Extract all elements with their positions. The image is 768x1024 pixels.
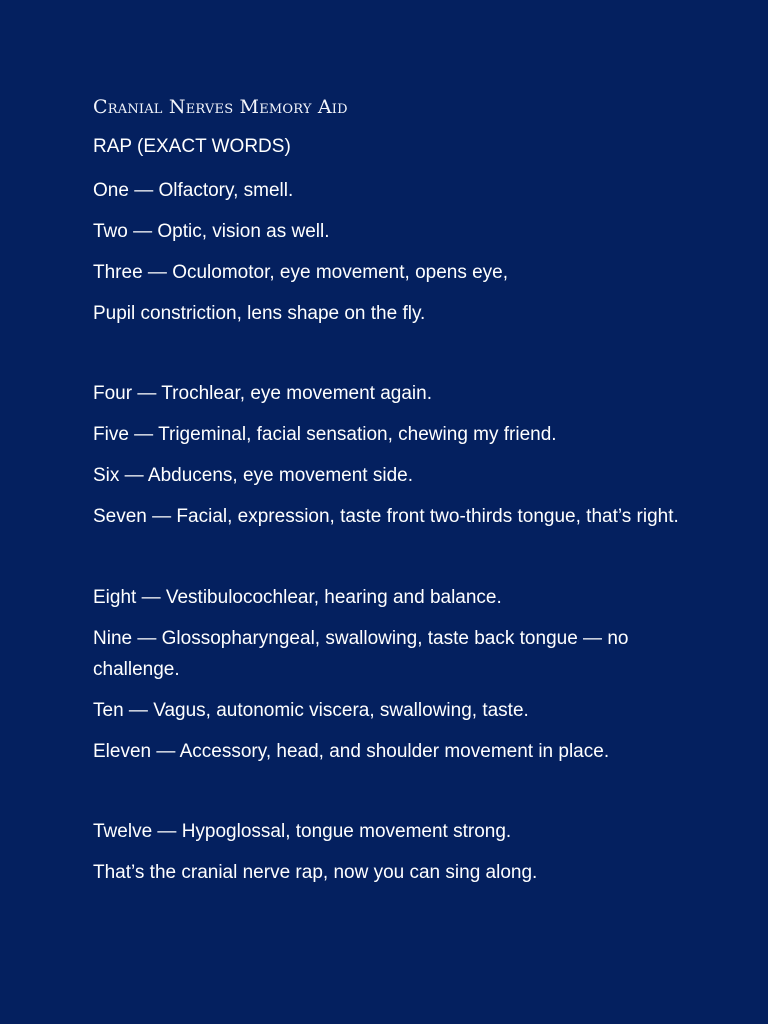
lyric-line-4: Pupil constriction, lens shape on the fly. — [93, 303, 426, 324]
stanza-4 — [93, 816, 683, 888]
lyric-line-9: Eight — Vestibulocochlear, hearing and balance. — [93, 587, 502, 608]
lyric-line-11: Ten — Vagus, autonomic viscera, swallowing, taste. — [93, 700, 529, 721]
lyric-line-3: Three — Oculomotor, eye movement, opens eye, — [93, 262, 509, 283]
lyric-line-13: Twelve — Hypoglossal, tongue movement strong. — [93, 821, 512, 842]
document-content — [93, 94, 683, 888]
lyric-line-6: Five — Trigeminal, facial sensation, chewing my friend. — [93, 424, 557, 445]
stanza-1 — [93, 175, 683, 329]
stanza-2 — [93, 378, 683, 532]
lyric-line-8: Seven — Facial, expression, taste front two-thirds tongue, that’s right. — [93, 506, 679, 527]
lyric-line-1: One — Olfactory, smell. — [93, 180, 294, 201]
stanza-3 — [93, 582, 683, 767]
lyric-line-10: Nine — Glossopharyngeal, swallowing, taste back tongue — no challenge. — [93, 628, 629, 680]
lyric-line-5: Four — Trochlear, eye movement again. — [93, 383, 432, 404]
document-title: Cranial Nerves Memory Aid — [93, 96, 348, 118]
lyric-line-12: Eleven — Accessory, head, and shoulder movement in place. — [93, 741, 610, 762]
document-subtitle: RAP (EXACT WORDS) — [93, 136, 291, 157]
lyric-line-14: That’s the cranial nerve rap, now you can sing along. — [93, 862, 538, 883]
lyric-line-7: Six — Abducens, eye movement side. — [93, 465, 413, 486]
lyric-line-2: Two — Optic, vision as well. — [93, 221, 330, 242]
